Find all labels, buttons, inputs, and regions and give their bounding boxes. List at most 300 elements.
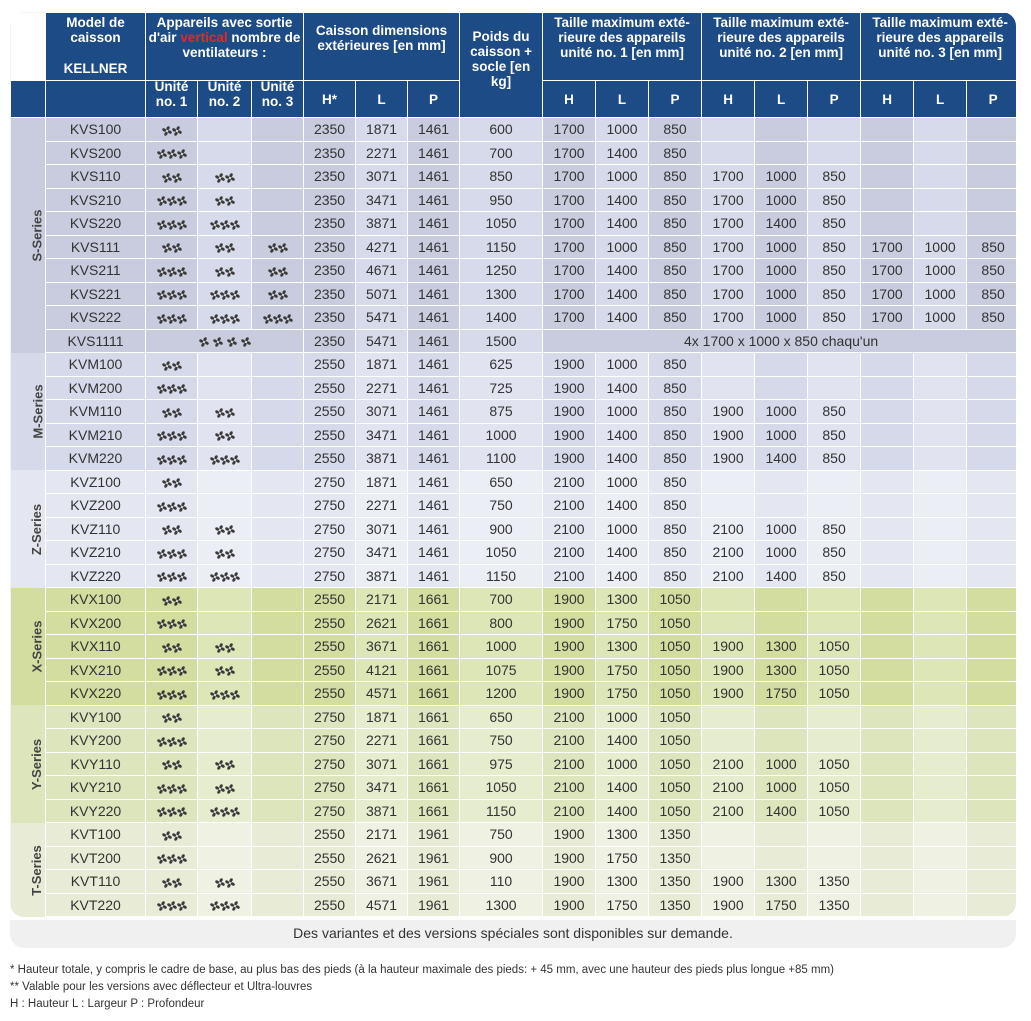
u2-size-cell bbox=[755, 611, 808, 635]
fan-count-cell bbox=[198, 870, 252, 894]
length-cell: 3471 bbox=[356, 423, 408, 447]
fan-count-cell bbox=[146, 306, 198, 330]
u2-size-cell: 1000 bbox=[755, 423, 808, 447]
fan-icon bbox=[225, 638, 235, 654]
u1-size-cell: 1400 bbox=[596, 729, 649, 753]
u2-size-cell: 1900 bbox=[702, 423, 755, 447]
weight-header: Poids du caisson + socle [en kg] bbox=[460, 13, 543, 118]
u2-size-cell: 1000 bbox=[755, 282, 808, 306]
u3-size-cell: 850 bbox=[967, 259, 1016, 283]
u1-size-cell: 850 bbox=[649, 517, 702, 541]
u1-size-cell: 1000 bbox=[596, 400, 649, 424]
u2-size-cell bbox=[808, 588, 861, 612]
height-cell: 2350 bbox=[304, 188, 356, 212]
u2-size-cell: 850 bbox=[808, 259, 861, 283]
u1-size-cell: 850 bbox=[649, 212, 702, 236]
length-cell: 5071 bbox=[356, 282, 408, 306]
u1-size-cell: 1300 bbox=[596, 870, 649, 894]
fan-icon-group bbox=[268, 239, 288, 255]
u1-size-cell: 1350 bbox=[649, 823, 702, 847]
weight-cell: 800 bbox=[460, 611, 543, 635]
length-cell: 3871 bbox=[356, 799, 408, 823]
u3-size-cell: 1700 bbox=[861, 235, 914, 259]
weight-cell: 650 bbox=[460, 470, 543, 494]
u2-size-cell: 1900 bbox=[702, 658, 755, 682]
fan-icon bbox=[172, 591, 182, 607]
fan-count-cell bbox=[198, 259, 252, 283]
model-cell: KVT200 bbox=[46, 846, 146, 870]
fan-icon-group bbox=[157, 450, 187, 466]
fan-icon-group bbox=[157, 732, 187, 748]
u2-size-cell bbox=[755, 846, 808, 870]
table-row bbox=[11, 188, 1017, 212]
u2-size-cell: 1050 bbox=[808, 799, 861, 823]
u3-size-cell bbox=[861, 541, 914, 565]
u1-size-cell: 1000 bbox=[596, 470, 649, 494]
u3-size-cell bbox=[967, 541, 1016, 565]
height-cell: 2350 bbox=[304, 165, 356, 189]
fan-icon bbox=[225, 262, 235, 278]
fan-icon bbox=[278, 262, 288, 278]
height-cell: 2550 bbox=[304, 846, 356, 870]
u2-size-cell: 2100 bbox=[702, 776, 755, 800]
u1-size-cell: 850 bbox=[649, 423, 702, 447]
height-cell: 2750 bbox=[304, 517, 356, 541]
fan-icon bbox=[172, 121, 182, 137]
table-row bbox=[11, 306, 1017, 330]
fan-icon bbox=[225, 403, 235, 419]
u3-size-cell bbox=[967, 423, 1016, 447]
u2-size-cell: 850 bbox=[808, 541, 861, 565]
fan-count-cell bbox=[252, 517, 304, 541]
fan-icon-group bbox=[162, 638, 182, 654]
fan-icon bbox=[177, 497, 187, 513]
fan-count-cell bbox=[252, 564, 304, 588]
weight-cell: 700 bbox=[460, 141, 543, 165]
u1-size-cell: 1400 bbox=[596, 541, 649, 565]
model-cell: KVS210 bbox=[46, 188, 146, 212]
fan-icon-group bbox=[215, 638, 235, 654]
weight-cell: 600 bbox=[460, 118, 543, 142]
u2-size-cell: 850 bbox=[808, 212, 861, 236]
fan-count-cell bbox=[252, 423, 304, 447]
fan-count-cell bbox=[252, 799, 304, 823]
fan-icon bbox=[283, 309, 293, 325]
u1-size-cell: 2100 bbox=[543, 799, 596, 823]
fan-count-cell bbox=[198, 282, 252, 306]
u3-h-header: H bbox=[861, 81, 914, 118]
fan-count-cell bbox=[252, 400, 304, 424]
series-label: Y-Series bbox=[28, 738, 44, 790]
fan-icon-group bbox=[210, 309, 240, 325]
fan-icon-group bbox=[162, 403, 182, 419]
fan-count-cell bbox=[146, 447, 198, 471]
model-cell: KVT100 bbox=[46, 823, 146, 847]
series-label: M-Series bbox=[30, 384, 46, 439]
u3-size-cell bbox=[967, 799, 1016, 823]
u3-size-cell bbox=[861, 494, 914, 518]
fan-count-cell bbox=[198, 212, 252, 236]
fan-icon bbox=[177, 803, 187, 819]
height-cell: 2550 bbox=[304, 870, 356, 894]
u1-size-cell: 1400 bbox=[596, 799, 649, 823]
fan-count-cell bbox=[146, 635, 198, 659]
max-unit1-header: Taille maximum exté-rieure des appareils unité no. 1 [en mm] bbox=[543, 13, 702, 81]
u1-size-cell: 1700 bbox=[543, 118, 596, 142]
length-cell: 1871 bbox=[356, 353, 408, 377]
depth-cell: 1461 bbox=[408, 447, 460, 471]
fan-icon-group bbox=[157, 427, 187, 443]
u2-size-cell: 1700 bbox=[702, 235, 755, 259]
fan-count-cell bbox=[146, 729, 198, 753]
u1-size-cell: 1700 bbox=[543, 259, 596, 283]
u2-size-cell: 2100 bbox=[702, 799, 755, 823]
u2-size-cell: 1700 bbox=[702, 165, 755, 189]
u1-size-cell: 1900 bbox=[543, 400, 596, 424]
fan-icon bbox=[230, 286, 240, 302]
fan-count-cell bbox=[146, 823, 198, 847]
u1-size-cell: 1700 bbox=[543, 141, 596, 165]
u3-size-cell bbox=[861, 588, 914, 612]
fan-icon bbox=[177, 380, 187, 396]
series-label: Z-Series bbox=[28, 503, 44, 555]
table-row bbox=[11, 212, 1017, 236]
fan-icon-group bbox=[157, 615, 187, 631]
fan-count-cell bbox=[146, 376, 198, 400]
fan-count-cell bbox=[198, 611, 252, 635]
fan-count-cell bbox=[252, 658, 304, 682]
fan-count-cell bbox=[198, 588, 252, 612]
fan-count-cell bbox=[198, 658, 252, 682]
fan-icon-group bbox=[215, 168, 235, 184]
u3-size-cell bbox=[914, 729, 967, 753]
weight-cell: 750 bbox=[460, 823, 543, 847]
fan-icon-group bbox=[157, 309, 187, 325]
depth-cell: 1961 bbox=[408, 823, 460, 847]
u3-size-cell bbox=[967, 141, 1016, 165]
fan-count-cell bbox=[252, 611, 304, 635]
length-cell: 3471 bbox=[356, 541, 408, 565]
u2-size-cell: 1000 bbox=[755, 541, 808, 565]
series-label-cell bbox=[11, 588, 46, 706]
u2-size-cell bbox=[702, 376, 755, 400]
fan-icon bbox=[177, 215, 187, 231]
u3-size-cell bbox=[861, 752, 914, 776]
u2-size-cell: 1000 bbox=[755, 259, 808, 283]
fan-icon bbox=[225, 239, 235, 255]
fan-count-cell bbox=[252, 353, 304, 377]
length-cell: 2621 bbox=[356, 846, 408, 870]
depth-cell: 1661 bbox=[408, 611, 460, 635]
fan-count-cell bbox=[198, 682, 252, 706]
fan-icon bbox=[199, 333, 209, 349]
fan-count-cell bbox=[146, 588, 198, 612]
fan-icon bbox=[177, 192, 187, 208]
u2-size-cell: 850 bbox=[808, 400, 861, 424]
height-cell: 2350 bbox=[304, 259, 356, 283]
model-cell: KVS111 bbox=[46, 235, 146, 259]
u2-l-header: L bbox=[755, 81, 808, 118]
u2-size-cell: 1000 bbox=[755, 306, 808, 330]
fan-icon-group bbox=[268, 286, 288, 302]
u2-size-cell bbox=[808, 729, 861, 753]
length-cell: 2271 bbox=[356, 141, 408, 165]
u2-size-cell: 1350 bbox=[808, 893, 861, 917]
fan-icon-group bbox=[210, 685, 240, 701]
fan-count-cell bbox=[146, 517, 198, 541]
u3-size-cell bbox=[914, 611, 967, 635]
u2-size-cell: 850 bbox=[808, 423, 861, 447]
u1-size-cell: 1900 bbox=[543, 893, 596, 917]
weight-cell: 1075 bbox=[460, 658, 543, 682]
model-cell: KVZ200 bbox=[46, 494, 146, 518]
fan-count-cell bbox=[198, 235, 252, 259]
u1-size-cell: 1750 bbox=[596, 846, 649, 870]
fan-icon bbox=[213, 333, 223, 349]
weight-cell: 1200 bbox=[460, 682, 543, 706]
fan-icon-group bbox=[157, 897, 187, 913]
u1-size-cell: 1900 bbox=[543, 611, 596, 635]
u1-size-cell: 1000 bbox=[596, 752, 649, 776]
u2-size-cell: 1000 bbox=[755, 752, 808, 776]
height-cell: 2750 bbox=[304, 494, 356, 518]
depth-cell: 1461 bbox=[408, 494, 460, 518]
u3-size-cell: 1000 bbox=[914, 282, 967, 306]
height-cell: 2550 bbox=[304, 682, 356, 706]
fan-count-cell bbox=[146, 400, 198, 424]
length-cell: 2271 bbox=[356, 494, 408, 518]
fan-icon-group bbox=[162, 521, 182, 537]
u2-size-cell bbox=[808, 470, 861, 494]
table-row bbox=[11, 682, 1017, 706]
u1-size-cell: 1050 bbox=[649, 658, 702, 682]
u2-size-cell: 1400 bbox=[755, 799, 808, 823]
u1-size-cell: 1700 bbox=[543, 188, 596, 212]
u2-size-cell: 850 bbox=[808, 235, 861, 259]
u1-size-cell: 1900 bbox=[543, 635, 596, 659]
u2-size-cell bbox=[755, 118, 808, 142]
fan-icon-group bbox=[157, 662, 187, 678]
u1-size-cell: 1300 bbox=[596, 823, 649, 847]
u1-size-cell: 2100 bbox=[543, 541, 596, 565]
fan-icon bbox=[172, 873, 182, 889]
fan-icon bbox=[225, 779, 235, 795]
depth-cell: 1461 bbox=[408, 400, 460, 424]
u2-size-cell bbox=[702, 823, 755, 847]
u3-size-cell bbox=[914, 494, 967, 518]
u2-size-cell: 1700 bbox=[702, 212, 755, 236]
fan-count-cell bbox=[146, 141, 198, 165]
table-row bbox=[11, 588, 1017, 612]
fan-icon-group bbox=[157, 192, 187, 208]
u3-size-cell bbox=[967, 212, 1016, 236]
length-cell: 4571 bbox=[356, 682, 408, 706]
fan-count-cell bbox=[252, 752, 304, 776]
u3-size-cell bbox=[861, 376, 914, 400]
model-cell: KVM200 bbox=[46, 376, 146, 400]
u1-size-cell: 1700 bbox=[543, 235, 596, 259]
corner-blank bbox=[11, 13, 46, 81]
table-row bbox=[11, 729, 1017, 753]
u1-size-cell: 850 bbox=[649, 259, 702, 283]
table-row bbox=[11, 564, 1017, 588]
table-row bbox=[11, 635, 1017, 659]
table-row bbox=[11, 400, 1017, 424]
model-cell: KVM110 bbox=[46, 400, 146, 424]
fan-icon bbox=[177, 427, 187, 443]
weight-cell: 850 bbox=[460, 165, 543, 189]
fan-icon bbox=[230, 897, 240, 913]
u2-size-cell: 1900 bbox=[702, 870, 755, 894]
fan-icon bbox=[177, 262, 187, 278]
fan-count-cell bbox=[198, 423, 252, 447]
depth-cell: 1461 bbox=[408, 541, 460, 565]
u2-size-cell: 1300 bbox=[755, 870, 808, 894]
u3-size-cell bbox=[967, 776, 1016, 800]
u2-size-cell: 1050 bbox=[808, 658, 861, 682]
fan-icon-group bbox=[215, 756, 235, 772]
u2-size-cell: 2100 bbox=[702, 517, 755, 541]
u2-size-cell: 2100 bbox=[702, 752, 755, 776]
height-cell: 2350 bbox=[304, 118, 356, 142]
weight-cell: 875 bbox=[460, 400, 543, 424]
fan-icon bbox=[172, 826, 182, 842]
fan-icon-group bbox=[162, 121, 182, 137]
fan-icon-group bbox=[210, 568, 240, 584]
model-cell: KVT110 bbox=[46, 870, 146, 894]
model-cell: KVM210 bbox=[46, 423, 146, 447]
depth-cell: 1461 bbox=[408, 423, 460, 447]
u1-size-cell: 1700 bbox=[543, 306, 596, 330]
length-cell: 5471 bbox=[356, 329, 408, 353]
u1-size-cell: 850 bbox=[649, 541, 702, 565]
fan-count-cell bbox=[252, 846, 304, 870]
u2-size-cell bbox=[755, 729, 808, 753]
fan-icon-group bbox=[162, 756, 182, 772]
depth-cell: 1461 bbox=[408, 329, 460, 353]
fan-icon-group bbox=[162, 239, 182, 255]
u2-size-cell bbox=[755, 705, 808, 729]
u1-size-cell: 850 bbox=[649, 141, 702, 165]
fan-icon-group bbox=[215, 662, 235, 678]
fan-count-cell bbox=[146, 682, 198, 706]
depth-cell: 1661 bbox=[408, 588, 460, 612]
u2-size-cell bbox=[755, 494, 808, 518]
u3-size-cell bbox=[914, 541, 967, 565]
model-cell: KVT220 bbox=[46, 893, 146, 917]
u2-size-cell: 1000 bbox=[755, 188, 808, 212]
footnote-legend: H : Hauteur L : Largeur P : Profondeur bbox=[10, 998, 205, 1010]
u2-size-cell: 1700 bbox=[702, 188, 755, 212]
u2-size-cell bbox=[702, 611, 755, 635]
fan-icon-group bbox=[162, 591, 182, 607]
u2-size-cell: 1000 bbox=[755, 235, 808, 259]
u1-size-cell: 1050 bbox=[649, 611, 702, 635]
dim-l-header: L bbox=[356, 81, 408, 118]
fan-count-cell bbox=[198, 776, 252, 800]
u3-size-cell bbox=[914, 658, 967, 682]
fan-icon-group bbox=[162, 356, 182, 372]
u2-size-cell: 1050 bbox=[808, 635, 861, 659]
fan-icon-group bbox=[162, 168, 182, 184]
u1-size-cell: 1400 bbox=[596, 282, 649, 306]
fan-icon-group bbox=[263, 309, 293, 325]
fan-count-cell bbox=[252, 376, 304, 400]
fan-icon-group bbox=[268, 262, 288, 278]
length-cell: 3871 bbox=[356, 564, 408, 588]
u1-size-cell: 1050 bbox=[649, 799, 702, 823]
model-cell: KVY220 bbox=[46, 799, 146, 823]
fan-count-cell bbox=[252, 282, 304, 306]
dim-h-header: H* bbox=[304, 81, 356, 118]
length-cell: 1871 bbox=[356, 470, 408, 494]
length-cell: 3671 bbox=[356, 870, 408, 894]
u2-size-cell bbox=[755, 470, 808, 494]
u3-size-cell: 1700 bbox=[861, 282, 914, 306]
fan-count-cell bbox=[198, 470, 252, 494]
u3-p-header: P bbox=[967, 81, 1016, 118]
u3-size-cell bbox=[861, 188, 914, 212]
u2-size-cell: 1050 bbox=[808, 682, 861, 706]
fan-icon bbox=[225, 521, 235, 537]
height-cell: 2550 bbox=[304, 376, 356, 400]
length-cell: 4671 bbox=[356, 259, 408, 283]
u1-size-cell: 2100 bbox=[543, 564, 596, 588]
fan-icon bbox=[225, 427, 235, 443]
u3-size-cell bbox=[967, 658, 1016, 682]
height-cell: 2350 bbox=[304, 141, 356, 165]
model-cell: KVS221 bbox=[46, 282, 146, 306]
weight-cell: 1150 bbox=[460, 564, 543, 588]
u3-size-cell bbox=[914, 705, 967, 729]
u3-size-cell bbox=[967, 823, 1016, 847]
model-cell: KVX220 bbox=[46, 682, 146, 706]
u2-size-cell: 1300 bbox=[755, 635, 808, 659]
fan-count-cell bbox=[252, 635, 304, 659]
fan-icon bbox=[225, 873, 235, 889]
u2-size-cell: 1900 bbox=[702, 635, 755, 659]
u2-h-header: H bbox=[702, 81, 755, 118]
u2-size-cell bbox=[808, 353, 861, 377]
u1-size-cell: 2100 bbox=[543, 729, 596, 753]
u2-size-cell bbox=[808, 823, 861, 847]
weight-cell: 1400 bbox=[460, 306, 543, 330]
fan-icon-group bbox=[157, 262, 187, 278]
u1-size-cell: 1750 bbox=[596, 682, 649, 706]
fan-count-cell bbox=[146, 752, 198, 776]
fan-icon bbox=[177, 309, 187, 325]
u3-size-cell: 850 bbox=[967, 282, 1016, 306]
u2-size-cell: 1900 bbox=[702, 893, 755, 917]
fan-count-cell bbox=[146, 658, 198, 682]
depth-cell: 1461 bbox=[408, 165, 460, 189]
length-cell: 3071 bbox=[356, 400, 408, 424]
fan-icon-group bbox=[215, 779, 235, 795]
model-cell: KVS1111 bbox=[46, 329, 146, 353]
fan-icon bbox=[172, 521, 182, 537]
u3-size-cell bbox=[967, 705, 1016, 729]
u1-size-cell: 1700 bbox=[543, 212, 596, 236]
fan-icon-group bbox=[157, 685, 187, 701]
fan-count-cell bbox=[252, 494, 304, 518]
u1-size-cell: 1900 bbox=[543, 353, 596, 377]
u1-size-cell: 1000 bbox=[596, 353, 649, 377]
u2-size-cell: 1900 bbox=[702, 400, 755, 424]
footnote-height: * Hauteur totale, y compris le cadre de base, au plus bas des pieds (à la hauteur maximale des pieds: + 45 mm, avec une hauteur des pieds plus longue +85 mm) bbox=[10, 964, 834, 976]
u2-size-cell bbox=[755, 823, 808, 847]
fan-icon bbox=[278, 286, 288, 302]
u1-size-cell: 850 bbox=[649, 564, 702, 588]
